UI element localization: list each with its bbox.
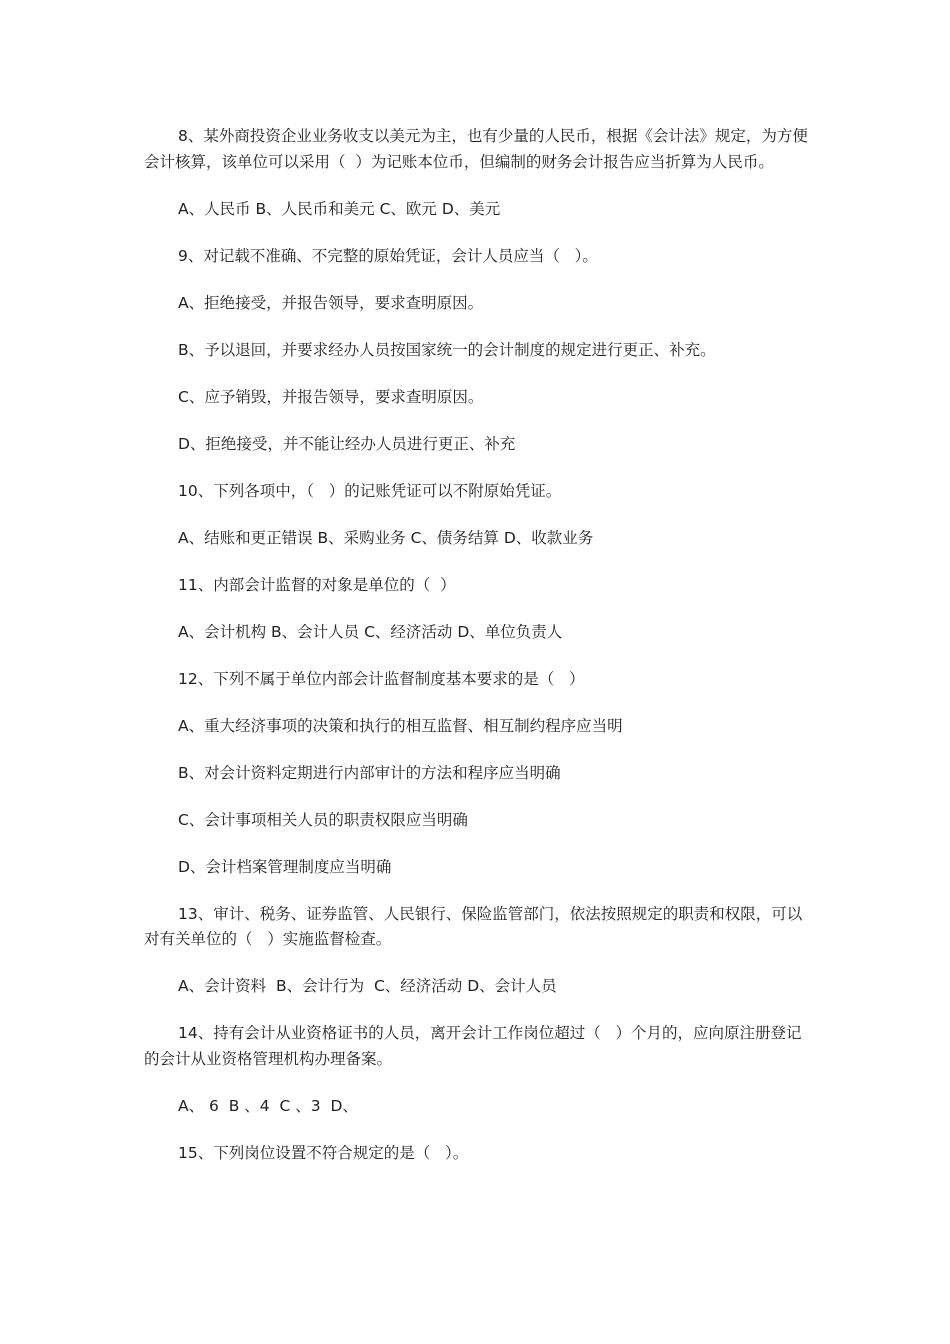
question-11-options: A、会计机构 B、会计人员 C、经济活动 D、单位负责人 bbox=[178, 622, 563, 641]
question-10-options: A、结账和更正错误 B、采购业务 C、债务结算 D、收款业务 bbox=[178, 528, 594, 547]
question-9-option-d: D、拒绝接受，并不能让经办人员进行更正、补充 bbox=[178, 434, 516, 453]
question-9-option-c: C、应予销毁，并报告领导，要求查明原因。 bbox=[178, 387, 484, 406]
question-14: 14、持有会计从业资格证书的人员，离开会计工作岗位超过（ ）个月的，应向原注册登记的会计从业资格管理机构办理备案。 bbox=[144, 1024, 802, 1068]
question-11: 11、内部会计监督的对象是单位的（ ） bbox=[178, 575, 456, 594]
question-9-option-a: A、拒绝接受，并报告领导，要求查明原因。 bbox=[178, 293, 484, 312]
question-12-option-a: A、重大经济事项的决策和执行的相互监督、相互制约程序应当明 bbox=[178, 716, 623, 735]
question-12: 12、下列不属于单位内部会计监督制度基本要求的是（ ） bbox=[178, 669, 585, 688]
question-10: 10、下列各项中，（ ）的记账凭证可以不附原始凭证。 bbox=[178, 481, 562, 500]
question-8: 8、某外商投资企业业务收支以美元为主，也有少量的人民币，根据《会计法》规定，为方便会计核算，该单位可以采用（ ）为记账本位币，但编制的财务会计报告应当折算为人民币。 bbox=[144, 127, 808, 171]
question-13: 13、审计、税务、证券监管、人民银行、保险监管部门，依法按照规定的职责和权限，可以对有关单位的（ ）实施监督检查。 bbox=[144, 904, 803, 948]
question-14-options: A、 6 B 、4 C 、3 D、 bbox=[178, 1096, 358, 1115]
question-15: 15、下列岗位设置不符合规定的是（ ）。 bbox=[178, 1143, 469, 1162]
document-body bbox=[144, 124, 812, 1188]
question-8-options: A、人民币 B、人民币和美元 C、欧元 D、美元 bbox=[178, 199, 501, 218]
question-12-option-c: C、会计事项相关人员的职责权限应当明确 bbox=[178, 810, 468, 829]
question-13-options: A、会计资料 B、会计行为 C、经济活动 D、会计人员 bbox=[178, 977, 557, 995]
question-9: 9、对记载不准确、不完整的原始凭证，会计人员应当（ ）。 bbox=[178, 246, 598, 265]
question-9-option-b: B、予以退回，并要求经办人员按国家统一的会计制度的规定进行更正、补充。 bbox=[178, 340, 716, 359]
question-12-option-b: B、对会计资料定期进行内部审计的方法和程序应当明确 bbox=[178, 763, 561, 782]
question-12-option-d: D、会计档案管理制度应当明确 bbox=[178, 857, 392, 876]
